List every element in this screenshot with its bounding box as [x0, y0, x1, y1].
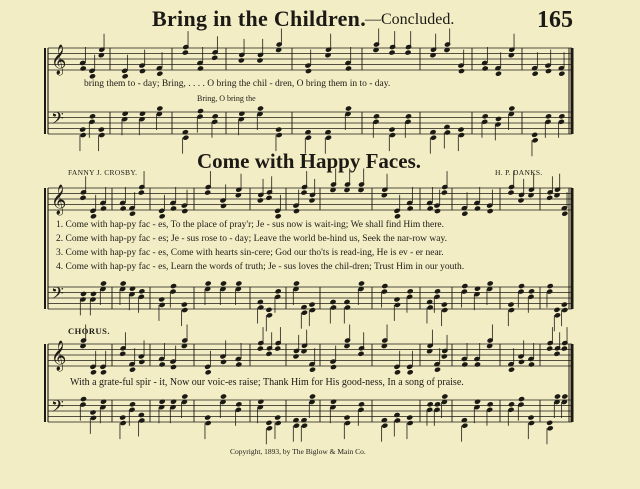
note-head — [293, 208, 300, 214]
note-head — [547, 425, 554, 431]
note-head — [275, 288, 282, 294]
note-head — [235, 401, 242, 407]
note-head — [129, 401, 136, 407]
note-head — [138, 417, 145, 423]
note-head — [545, 113, 552, 119]
note-head — [553, 307, 560, 313]
note-head — [394, 302, 401, 308]
note-head — [257, 304, 264, 310]
note-head — [90, 415, 97, 421]
note-head — [343, 415, 350, 421]
note-head — [527, 192, 534, 198]
note-head — [238, 57, 245, 63]
note-head — [508, 307, 515, 313]
note-head — [220, 280, 227, 286]
bass-clef-icon: 𝄢 — [51, 283, 64, 307]
note-head — [554, 312, 561, 318]
note-head — [257, 346, 264, 352]
note-head — [528, 361, 535, 367]
song-author: FANNY J. CROSBY. — [68, 168, 138, 177]
note-head — [545, 68, 552, 74]
chorus-lyric: With a grate-ful spir - it, Now our voic-es raise; Thank Him for His good-ness, In a song of praise. — [70, 377, 464, 388]
note-head — [457, 127, 464, 133]
note-head — [197, 65, 204, 71]
note-head — [441, 353, 448, 359]
note-head — [407, 420, 414, 426]
note-head — [427, 304, 434, 310]
note-head — [441, 190, 448, 196]
note-head — [301, 310, 308, 316]
note-head — [170, 399, 177, 405]
note-head — [159, 361, 166, 367]
note-head — [532, 137, 539, 143]
note-head — [434, 288, 441, 294]
note-head — [139, 68, 146, 74]
note-head — [528, 420, 535, 426]
note-head — [138, 190, 145, 196]
note-head — [182, 135, 189, 141]
note-head — [561, 393, 568, 399]
note-head — [531, 132, 538, 138]
note-head — [407, 369, 414, 375]
note-head — [235, 280, 242, 286]
note-head — [170, 364, 177, 370]
note-head — [404, 50, 411, 56]
note-head — [461, 361, 468, 367]
page-header-title: Bring in the Children. — [152, 6, 367, 31]
note-head — [558, 113, 565, 119]
note-head — [220, 203, 227, 209]
note-head — [257, 399, 264, 405]
note-head — [427, 205, 434, 211]
note-head — [205, 369, 212, 375]
note-head — [561, 302, 568, 308]
note-head — [158, 296, 165, 302]
note-head — [474, 286, 481, 292]
page-header-subtitle: —Concluded. — [365, 11, 455, 28]
note-head — [474, 205, 481, 211]
first-system-lyric-under: Bring, O bring the — [197, 94, 256, 103]
note-head — [265, 307, 272, 313]
note-head — [482, 65, 489, 71]
note-head — [309, 307, 316, 313]
note-head — [305, 68, 312, 74]
note-head — [89, 113, 96, 119]
note-head — [266, 312, 273, 318]
note-head — [98, 52, 105, 58]
note-head — [257, 197, 264, 203]
note-head — [434, 401, 441, 407]
note-head — [487, 280, 494, 286]
note-head — [265, 195, 272, 201]
note-head — [325, 135, 332, 141]
note-head — [265, 351, 272, 357]
note-head — [532, 71, 539, 77]
note-head — [482, 113, 489, 119]
note-head — [426, 348, 433, 354]
note-head — [122, 111, 129, 117]
note-head — [100, 399, 107, 405]
note-head — [546, 420, 553, 426]
note-head — [79, 127, 86, 133]
note-head — [429, 52, 436, 58]
note-head — [80, 65, 87, 71]
note-head — [430, 135, 437, 141]
note-head — [518, 283, 525, 289]
note-head — [344, 420, 351, 426]
note-head — [235, 192, 242, 198]
note-head — [98, 127, 105, 133]
note-head — [159, 302, 166, 308]
note-head — [330, 399, 337, 405]
note-head — [406, 415, 413, 421]
note-head — [508, 105, 515, 111]
note-head — [461, 283, 468, 289]
note-head — [345, 65, 352, 71]
note-head — [343, 299, 350, 305]
note-head — [358, 280, 365, 286]
treble-clef-icon: 𝄞 — [51, 341, 67, 371]
note-head — [100, 280, 107, 286]
note-head — [120, 280, 127, 286]
note-head — [553, 192, 560, 198]
treble-clef-icon: 𝄞 — [51, 185, 67, 215]
note-head — [100, 205, 107, 211]
note-head — [265, 420, 272, 426]
note-head — [393, 412, 400, 418]
note-head — [474, 399, 481, 405]
note-head — [156, 71, 163, 77]
note-head — [330, 364, 337, 370]
note-head — [517, 197, 524, 203]
note-head — [274, 346, 281, 352]
note-head — [508, 401, 515, 407]
note-head — [257, 105, 264, 111]
note-head — [138, 359, 145, 365]
note-head — [561, 211, 568, 217]
verse-line-1: 1. Come with hap-py fac - es, To the place of pray'r; Je - sus now is wait-ing; We shall find Him there. — [56, 220, 445, 230]
verse-line-3: 3. Come with hap-py fac - es, Come with hearts sin-cere; God our tho'ts is read-ing, He is ev - er near. — [56, 248, 444, 258]
note-head — [394, 213, 401, 219]
note-head — [358, 401, 365, 407]
note-head — [90, 369, 97, 375]
note-head — [138, 288, 145, 294]
note-head — [275, 213, 282, 219]
note-head — [528, 288, 535, 294]
note-head — [266, 425, 273, 431]
note-head — [444, 129, 451, 135]
note-head — [546, 195, 553, 201]
note-head — [276, 132, 283, 138]
note-head — [487, 401, 494, 407]
note-head — [181, 393, 188, 399]
note-head — [120, 420, 127, 426]
note-head — [309, 393, 316, 399]
note-head — [211, 55, 218, 61]
note-head — [300, 190, 307, 196]
note-head — [561, 307, 568, 313]
note-head — [182, 50, 189, 56]
verse-line-2: 2. Come with hap-py fac - es; Je - sus rose to - day; Leave the world be-hind us, Seek the nar-row way. — [56, 234, 447, 244]
note-head — [394, 369, 401, 375]
note-head — [238, 111, 245, 117]
note-head — [527, 415, 534, 421]
note-head — [275, 420, 282, 426]
note-head — [300, 348, 307, 354]
note-head — [508, 52, 515, 58]
note-head — [293, 423, 300, 429]
note-head — [381, 423, 388, 429]
note-head — [345, 105, 352, 111]
note-head — [426, 299, 433, 305]
note-head — [389, 132, 396, 138]
note-head — [220, 393, 227, 399]
note-head — [553, 351, 560, 357]
note-head — [90, 291, 97, 297]
note-head — [427, 401, 434, 407]
note-head — [80, 132, 87, 138]
note-head — [181, 302, 188, 308]
note-head — [197, 108, 204, 114]
note-head — [308, 197, 315, 203]
song-title: Come with Happy Faces. — [197, 149, 421, 173]
note-head — [204, 190, 211, 196]
note-head — [518, 396, 525, 402]
note-head — [156, 105, 163, 111]
note-head — [181, 307, 188, 313]
note-head — [507, 302, 514, 308]
song-composer: H. P. DANKS. — [495, 168, 543, 177]
note-head — [407, 288, 414, 294]
note-head — [170, 205, 177, 211]
note-head — [305, 135, 312, 141]
bass-clef-icon: 𝄢 — [51, 396, 64, 420]
note-head — [388, 50, 395, 56]
note-head — [434, 367, 441, 373]
note-head — [80, 291, 87, 297]
chorus-label: CHORUS. — [68, 326, 110, 336]
note-head — [89, 409, 96, 415]
note-head — [309, 367, 316, 373]
note-head — [373, 113, 380, 119]
note-head — [119, 415, 126, 421]
note-head — [119, 351, 126, 357]
note-head — [546, 346, 553, 352]
bass-clef-icon: 𝄢 — [51, 108, 64, 132]
note-head — [434, 208, 441, 214]
copyright-notice: Copyright, 1893, by The Biglow & Main Co. — [230, 447, 366, 456]
note-head — [441, 302, 448, 308]
note-head — [100, 369, 107, 375]
note-head — [204, 415, 211, 421]
note-head — [458, 132, 465, 138]
treble-clef-icon: 𝄞 — [51, 45, 67, 75]
note-head — [495, 71, 502, 77]
note-head — [508, 367, 515, 373]
note-head — [518, 359, 525, 365]
note-head — [293, 280, 300, 286]
note-head — [495, 116, 502, 122]
note-head — [256, 57, 263, 63]
note-head — [139, 111, 146, 117]
note-head — [275, 127, 282, 133]
note-head — [441, 393, 448, 399]
note-head — [138, 412, 145, 418]
note-head — [129, 367, 136, 373]
note-head — [308, 302, 315, 308]
note-head — [98, 132, 105, 138]
note-head — [129, 286, 136, 292]
note-head — [79, 195, 86, 201]
verse-line-4: 4. Come with hap-py fac - es, Learn the words of truth; Je - sus loves the chil-dren; Trust Him in our youth. — [56, 262, 465, 272]
note-head — [461, 423, 468, 429]
note-head — [159, 213, 166, 219]
note-head — [257, 299, 264, 305]
note-head — [381, 283, 388, 289]
note-head — [487, 208, 494, 214]
note-head — [381, 192, 388, 198]
note-head — [407, 205, 414, 211]
note-head — [181, 208, 188, 214]
note-head — [405, 113, 412, 119]
page-number: 165 — [537, 7, 573, 33]
note-head — [324, 52, 331, 58]
note-head — [205, 280, 212, 286]
note-head — [329, 299, 336, 305]
note-head — [220, 359, 227, 365]
note-head — [292, 353, 299, 359]
note-head — [394, 417, 401, 423]
note-head — [129, 211, 136, 217]
note-head — [90, 213, 97, 219]
note-head — [120, 205, 127, 211]
note-head — [159, 399, 166, 405]
note-head — [357, 351, 364, 357]
note-head — [170, 283, 177, 289]
note-head — [547, 283, 554, 289]
note-head — [235, 361, 242, 367]
note-head — [80, 396, 87, 402]
note-head — [458, 68, 465, 74]
note-head — [474, 361, 481, 367]
note-head — [507, 190, 514, 196]
note-head — [443, 124, 450, 130]
note-head — [344, 304, 351, 310]
note-head — [205, 420, 212, 426]
note-head — [561, 346, 568, 352]
note-head — [554, 393, 561, 399]
note-head — [388, 127, 395, 133]
note-head — [330, 304, 337, 310]
note-head — [301, 423, 308, 429]
note-head — [212, 113, 219, 119]
note-head — [558, 71, 565, 77]
note-head — [461, 211, 468, 217]
note-head — [441, 307, 448, 313]
note-head — [393, 296, 400, 302]
note-head — [274, 415, 281, 421]
first-system-lyric: bring them to - day; Bring, . . . . O bring the chil - dren, O bring them in to - day. — [84, 79, 391, 89]
